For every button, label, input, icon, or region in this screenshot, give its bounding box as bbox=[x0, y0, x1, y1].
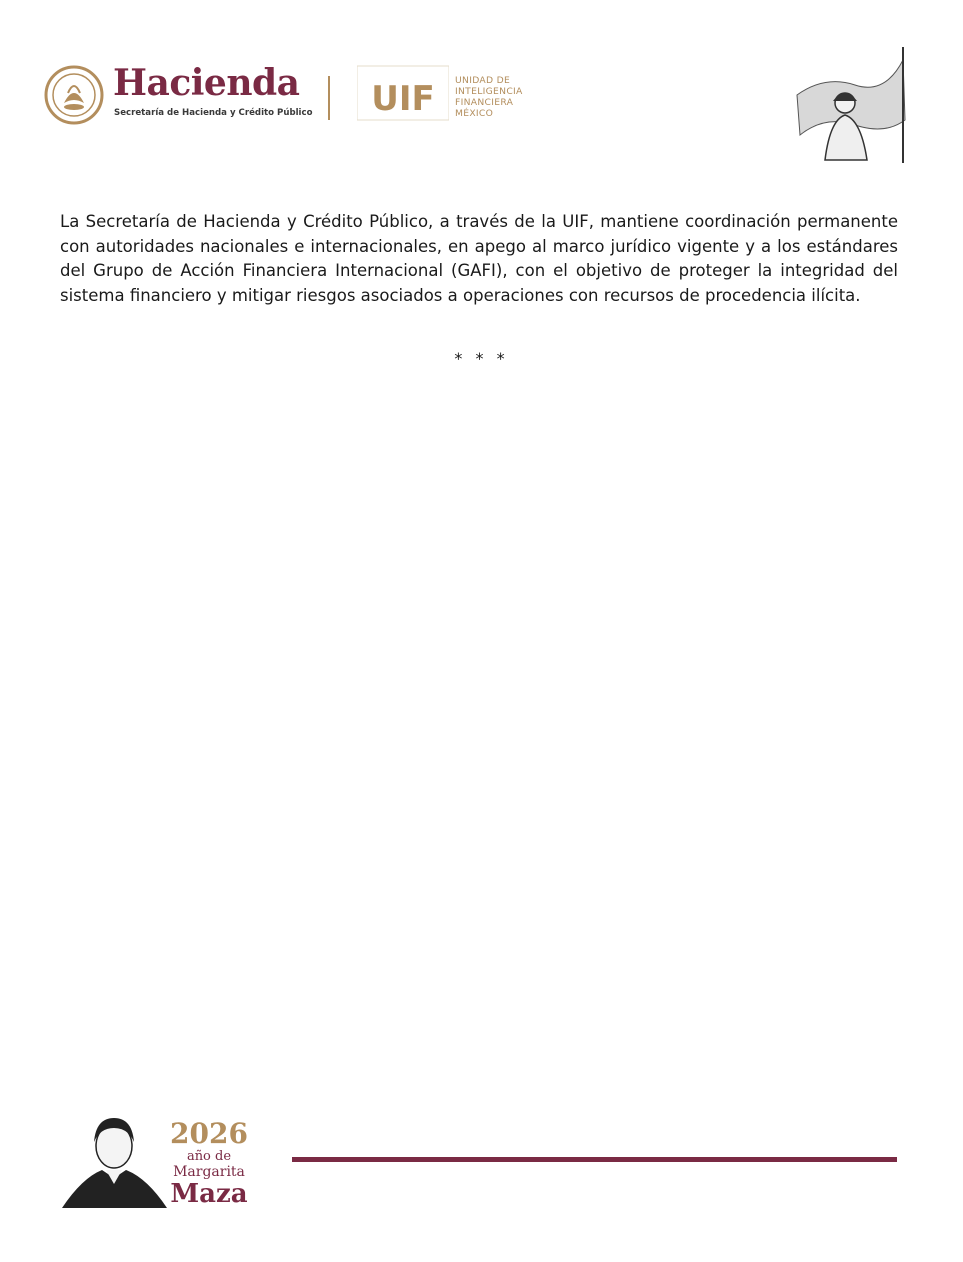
uif-logo bbox=[357, 64, 449, 122]
footer-maza: Maza bbox=[170, 1179, 248, 1209]
uif-line-1: UNIDAD DE bbox=[455, 75, 511, 86]
uif-line-3: FINANCIERA bbox=[455, 97, 514, 108]
footer-ano-de: año de bbox=[186, 1149, 232, 1164]
footer-margarita: Margarita bbox=[173, 1164, 245, 1180]
brand-subtitle: Secretaría de Hacienda y Crédito Público bbox=[114, 108, 313, 118]
separator-stars: * * * bbox=[454, 349, 509, 368]
footer-rule bbox=[292, 1157, 897, 1162]
uif-line-4: MÉXICO bbox=[455, 108, 494, 119]
margarita-maza-portrait-illustration bbox=[62, 1108, 167, 1210]
uif-logo-text: UIF bbox=[371, 79, 435, 119]
footer-year: 2026 bbox=[170, 1117, 248, 1150]
body-paragraph: La Secretaría de Hacienda y Crédito Público, a través de la UIF, mantiene coordinación permanente con autoridades nacionales e internacionales, en apego al marco jurídico vigente y a los estándares del Grupo de Acción Financiera Internacional (GAFI), con el objetivo de proteger la integridad del sistema financiero y mitigar riesgos asociados a operaciones con recursos de procedencia ilícita. bbox=[60, 212, 898, 305]
uif-name-block bbox=[455, 75, 523, 119]
brand-title: Hacienda bbox=[113, 62, 300, 104]
header-divider bbox=[328, 76, 330, 120]
woman-with-flag-illustration bbox=[795, 45, 910, 165]
uif-line-2: INTELIGENCIA bbox=[455, 86, 523, 97]
national-seal-icon bbox=[44, 65, 104, 125]
